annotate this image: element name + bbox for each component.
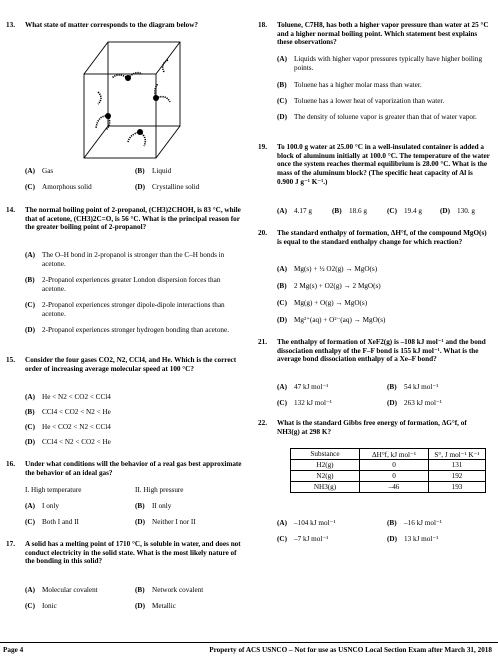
question-text: The normal boiling point of 2-propanol, (CH3)2CHOH, is 83 °C, while that of acetone, (CH3)2C=O, is 56 °C. What is the principal reason for the greater boiling point of 2-propanol? bbox=[25, 206, 241, 232]
page-footer bbox=[0, 642, 498, 657]
option-14a[interactable]: (A) The O–H bond in 2-propanol is stronger than the C–H bonds in acetone. bbox=[25, 251, 225, 268]
option-20b[interactable]: (B) 2 Mg(s) + O2(g) → 2 MgO(s) bbox=[277, 282, 381, 290]
table-cell: 193 bbox=[429, 482, 486, 493]
table-cell: N2(g) bbox=[291, 471, 360, 482]
option-19a[interactable]: (A) 4.17 g bbox=[277, 207, 312, 215]
option-21d[interactable]: (D) 263 kJ mol⁻¹ bbox=[387, 399, 442, 407]
question-14 bbox=[6, 206, 246, 248]
option-18b[interactable]: (B) Toluene has a higher molar mass than water. bbox=[277, 81, 422, 89]
question-text: What state of matter corresponds to the diagram below? bbox=[25, 21, 199, 29]
option-16c[interactable]: (C) Both I and II bbox=[25, 518, 79, 526]
option-14d[interactable]: (D) 2-Propanol experiences stronger hydrogen bonding than acetone. bbox=[25, 326, 230, 335]
option-22a[interactable]: (A) –104 kJ mol⁻¹ bbox=[277, 519, 336, 527]
question-text: A solid has a melting point of 1710 °C, is soluble in water, and does not conduct electricity in the solid state. What is the most likely nature of the bonding in this solid? bbox=[25, 540, 241, 566]
question-number: 18. bbox=[258, 21, 267, 29]
option-22c[interactable]: (C) –7 kJ mol⁻¹ bbox=[277, 535, 329, 543]
option-18d[interactable]: (D) The density of toluene vapor is greater than that of water vapor. bbox=[277, 113, 477, 122]
option-16a[interactable]: (A) I only bbox=[25, 502, 59, 510]
table-cell: 131 bbox=[429, 460, 486, 471]
option-13d[interactable]: (D) Crystalline solid bbox=[135, 183, 200, 191]
option-20a[interactable]: (A) Mg(s) + ½ O2(g) → MgO(s) bbox=[277, 265, 378, 273]
option-19b[interactable]: (B) 18.6 g bbox=[332, 207, 367, 215]
option-19d[interactable]: (D) 130. g bbox=[440, 207, 475, 215]
question-number: 20. bbox=[258, 229, 267, 237]
table-row bbox=[291, 471, 486, 482]
question-number: 17. bbox=[6, 540, 15, 548]
header-cell: Substance bbox=[291, 449, 360, 460]
condition-1: I. High temperature bbox=[25, 486, 82, 494]
option-22b[interactable]: (B) –16 kJ mol⁻¹ bbox=[387, 519, 442, 527]
option-21b[interactable]: (B) 54 kJ mol⁻¹ bbox=[387, 383, 439, 391]
crystal-lattice-diagram bbox=[78, 36, 190, 164]
table-row bbox=[291, 460, 486, 471]
table-cell: 0 bbox=[360, 460, 429, 471]
option-22d[interactable]: (D) 13 kJ mol⁻¹ bbox=[387, 535, 439, 543]
table-cell: NH3(g) bbox=[291, 482, 360, 493]
option-20c[interactable]: (C) Mg(g) + O(g) → MgO(s) bbox=[277, 299, 368, 307]
condition-2: II. High pressure bbox=[135, 486, 184, 494]
table-cell: 0 bbox=[360, 471, 429, 482]
header-cell: ΔH°f, kJ mol⁻¹ bbox=[360, 449, 429, 460]
table-cell: H2(g) bbox=[291, 460, 360, 471]
question-number: 19. bbox=[258, 143, 267, 151]
question-number: 15. bbox=[6, 356, 15, 364]
option-13b[interactable]: (B) Liquid bbox=[135, 167, 172, 175]
option-18a[interactable]: (A) Liquids with higher vapor pressures typically have higher boiling points. bbox=[277, 55, 483, 72]
question-text: To 100.0 g water at 25.00 °C in a well-insulated container is added a block of aluminum initially at 100.0 °C. The temperature of the water once the system reaches thermal equilibrium is 28.00 °C. What is the mass of the aluminum block? (The specific heat capacity of Al is 0.900 J g⁻¹ K⁻¹.) bbox=[277, 143, 490, 186]
question-number: 14. bbox=[6, 206, 15, 214]
option-16b[interactable]: (B) II only bbox=[135, 502, 172, 510]
option-21c[interactable]: (C) 132 kJ mol⁻¹ bbox=[277, 399, 332, 407]
question-text: The enthalpy of formation of XeF2(g) is –108 kJ mol⁻¹ and the bond dissociation enthalpy of the F–F bond is 155 kJ mol⁻¹. What is the average bond dissociation enthalpy of a Xe–F bond? bbox=[277, 338, 486, 364]
option-17a[interactable]: (A) Molecular covalent bbox=[25, 586, 98, 594]
option-19c[interactable]: (C) 19.4 g bbox=[387, 207, 422, 215]
question-text: Toluene, C7H8, has both a higher vapor pressure than water at 25 °C and a higher normal boiling point. Which statement best explains these observations? bbox=[277, 21, 489, 47]
option-15c[interactable]: (C) He < CO2 < N2 < CCl4 bbox=[25, 423, 111, 431]
option-21a[interactable]: (A) 47 kJ mol⁻¹ bbox=[277, 383, 329, 391]
question-text: Consider the four gases CO2, N2, CCl4, and He. Which is the correct order of increasing average molecular speed at 100 °C? bbox=[25, 356, 237, 373]
option-20d[interactable]: (D) Mg²⁺(aq) + O²⁻(aq) → MgO(s) bbox=[277, 316, 386, 324]
option-16d[interactable]: (D) Neither I nor II bbox=[135, 518, 196, 526]
header-cell: S°, J mol⁻¹ K⁻¹ bbox=[429, 449, 486, 460]
table-cell: –46 bbox=[360, 482, 429, 493]
question-text: The standard enthalpy of formation, ΔH°f, of the compound MgO(s) is equal to the standard enthalpy change for which reaction? bbox=[277, 229, 487, 246]
option-17c[interactable]: (C) Ionic bbox=[25, 602, 57, 610]
option-17b[interactable]: (B) Network covalent bbox=[135, 586, 204, 594]
option-15d[interactable]: (D) CCl4 < N2 < CO2 < He bbox=[25, 438, 111, 446]
option-15a[interactable]: (A) He < N2 < CO2 < CCl4 bbox=[25, 393, 111, 401]
option-14c[interactable]: (C) 2-Propanol experiences stronger dipole-dipole interactions than acetone. bbox=[25, 301, 225, 318]
thermo-data-table bbox=[290, 448, 486, 493]
question-number: 13. bbox=[6, 21, 15, 29]
page-number: Page 4 bbox=[3, 646, 24, 654]
question-number: 22. bbox=[258, 419, 267, 427]
table-row bbox=[291, 482, 486, 493]
option-17d[interactable]: (D) Metallic bbox=[135, 602, 176, 610]
option-13c[interactable]: (C) Amorphous solid bbox=[25, 183, 92, 191]
table-header bbox=[291, 449, 486, 460]
option-14b[interactable]: (B) 2-Propanol experiences greater London dispersion forces than acetone. bbox=[25, 276, 221, 293]
question-number: 16. bbox=[6, 460, 15, 468]
question-number: 21. bbox=[258, 338, 267, 346]
copyright-notice: Property of ACS USNCO – Not for use as USNCO Local Section Exam after March 31, 2018 bbox=[209, 646, 492, 654]
table-cell: 192 bbox=[429, 471, 486, 482]
option-18c[interactable]: (C) Toluene has a lower heat of vaporization than water. bbox=[277, 97, 445, 105]
option-15b[interactable]: (B) CCl4 < CO2 < N2 < He bbox=[25, 408, 111, 416]
question-text: What is the standard Gibbs free energy of formation, ΔG°f, of NH3(g) at 298 K? bbox=[277, 419, 467, 436]
option-13a[interactable]: (A) Gas bbox=[25, 167, 54, 175]
question-text: Under what conditions will the behavior of a real gas best approximate the behavior of an ideal gas? bbox=[25, 460, 242, 477]
